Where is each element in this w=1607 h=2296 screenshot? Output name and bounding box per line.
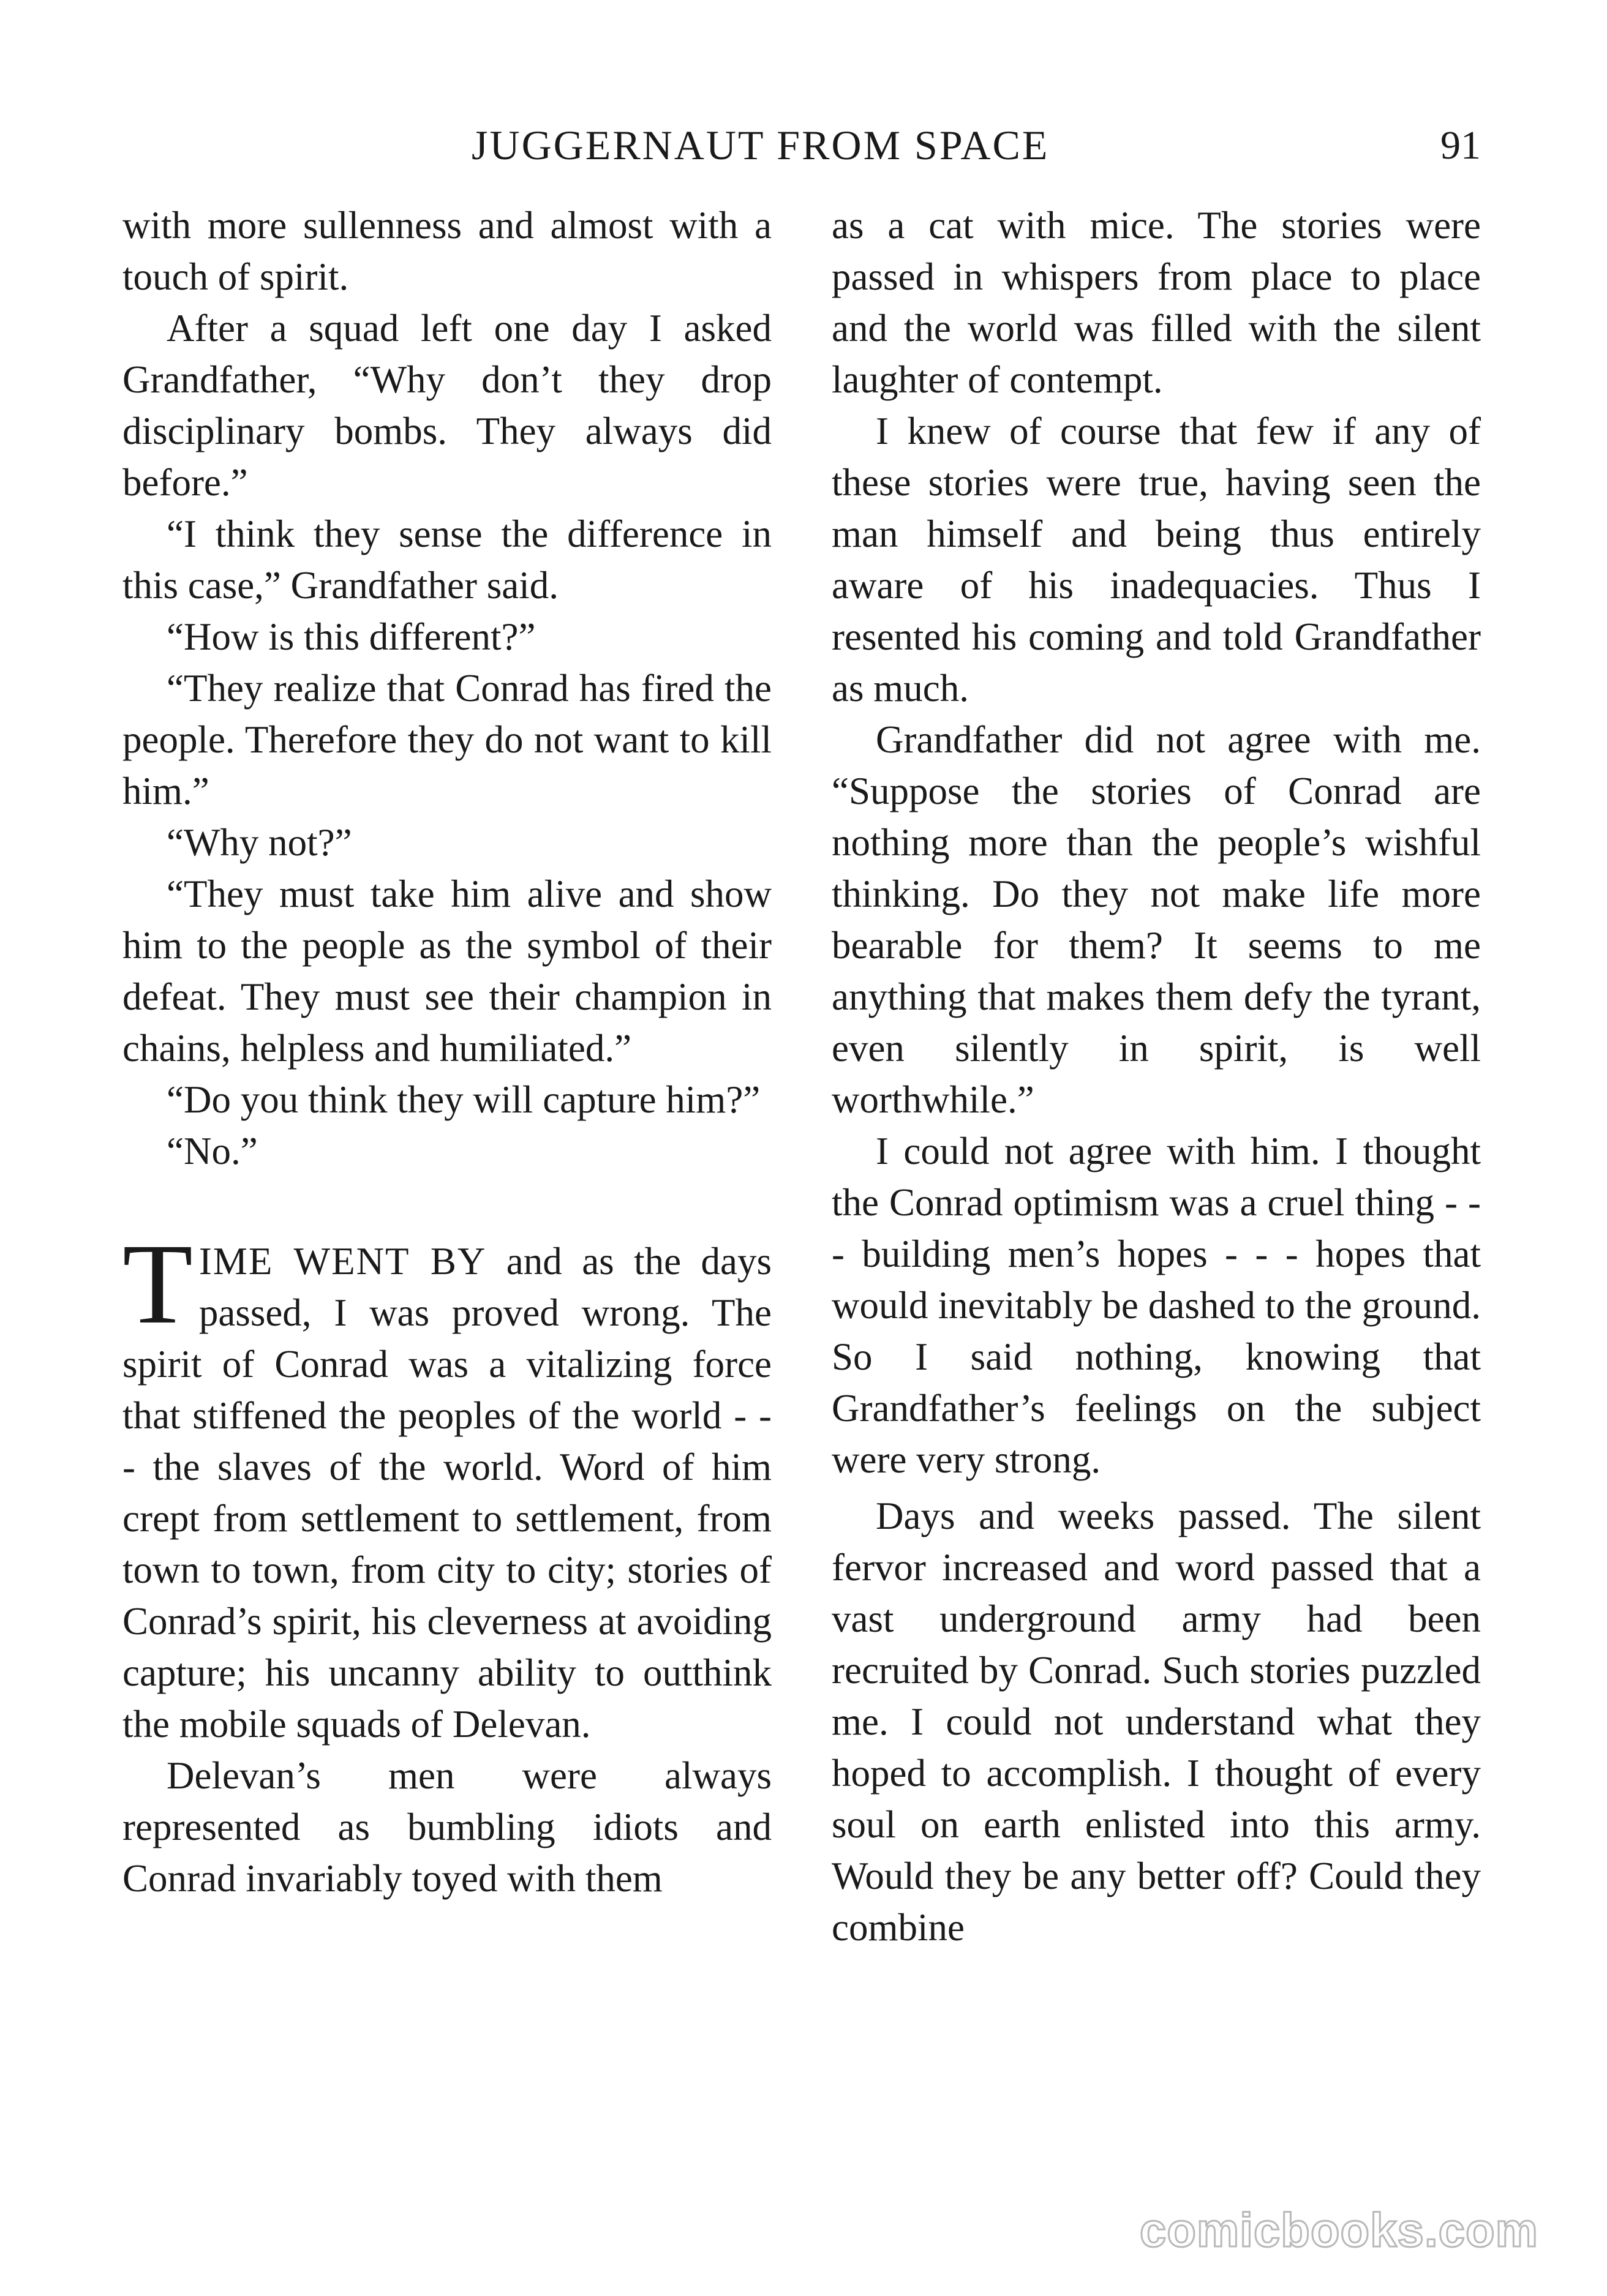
- section-opening-paragraph: [122, 1220, 772, 1750]
- paragraph: with more sullenness and almost with a touch of spirit.: [122, 204, 772, 298]
- paragraph: Grandfather did not agree with me. “Suppose the stories of Conrad are nothing more than the people’s wishful thinking. Do they not make life more bearable for them? It seems to me anything that makes them defy the tyrant, even silently in spirit, is well worthwhile.”: [832, 718, 1481, 1121]
- chapter-title: JUGGERNAUT FROM SPACE: [472, 122, 1050, 168]
- paragraph: “No.”: [167, 1130, 258, 1172]
- page-number: 91: [1440, 123, 1481, 168]
- paragraph: “Do you think they will capture him?”: [167, 1078, 761, 1121]
- paragraph: I knew of course that few if any of these stories were true, having seen the man himself and being thus entirely aware of his inadequacies. Thus I resented his coming and told Grandfather as much.: [832, 410, 1481, 710]
- paragraph: Delevan’s men were always represented as bumbling idiots and Conrad invariably toyed with them: [122, 1754, 772, 1900]
- running-header: [0, 121, 1607, 176]
- paragraph-text: and as the days passed, I was proved wrong. The spirit of Conrad was a vitalizing force that stiffened the peoples of the world - - - the slaves of the world. Word of him crept from settlement to settlement, from town to town, from city to city; stories of Conrad’s spirit, his cleverness at avoiding capture; his uncanny ability to outthink the mobile squads of Delevan.: [122, 1240, 772, 1746]
- paragraph: After a squad left one day I asked Grandfather, “Why don’t they drop disciplinary bombs. They always did before.”: [122, 307, 772, 504]
- paragraph: “I think they sense the difference in this case,” Grandfather said.: [122, 512, 772, 607]
- left-column: [122, 200, 772, 1904]
- paragraph: I could not agree with him. I thought the Conrad optimism was a cruel thing - - - building men’s hopes - - - hopes that would inevitably be dashed to the ground. So I said nothing, knowing that Grandfather’s feelings on the subject were very strong.: [832, 1130, 1481, 1481]
- drop-cap: T: [122, 1220, 193, 1348]
- paragraph: as a cat with mice. The stories were passed in whispers from place to place and the world was filled with the silent laughter of contempt.: [832, 204, 1481, 401]
- watermark: comicbooks.com: [1139, 2203, 1538, 2257]
- paragraph: Days and weeks passed. The silent fervor increased and word passed that a vast underground army had been recruited by Conrad. Such stories puzzled me. I could not understand what they hoped to accomplish. I thought of every soul on earth enlisted into this army. Would they be any better off? Could they combine: [832, 1495, 1481, 1949]
- lead-in-text: IME WENT BY: [198, 1240, 487, 1283]
- paragraph: “They must take him alive and show him to the people as the symbol of their defeat. They must see their champion in chains, helpless and humiliated.”: [122, 872, 772, 1070]
- paragraph: “Why not?”: [167, 821, 352, 864]
- right-column: [832, 200, 1481, 1953]
- paragraph: “How is this different?”: [167, 615, 536, 658]
- paragraph: “They realize that Conrad has fired the people. Therefore they do not want to kill him.”: [122, 667, 772, 812]
